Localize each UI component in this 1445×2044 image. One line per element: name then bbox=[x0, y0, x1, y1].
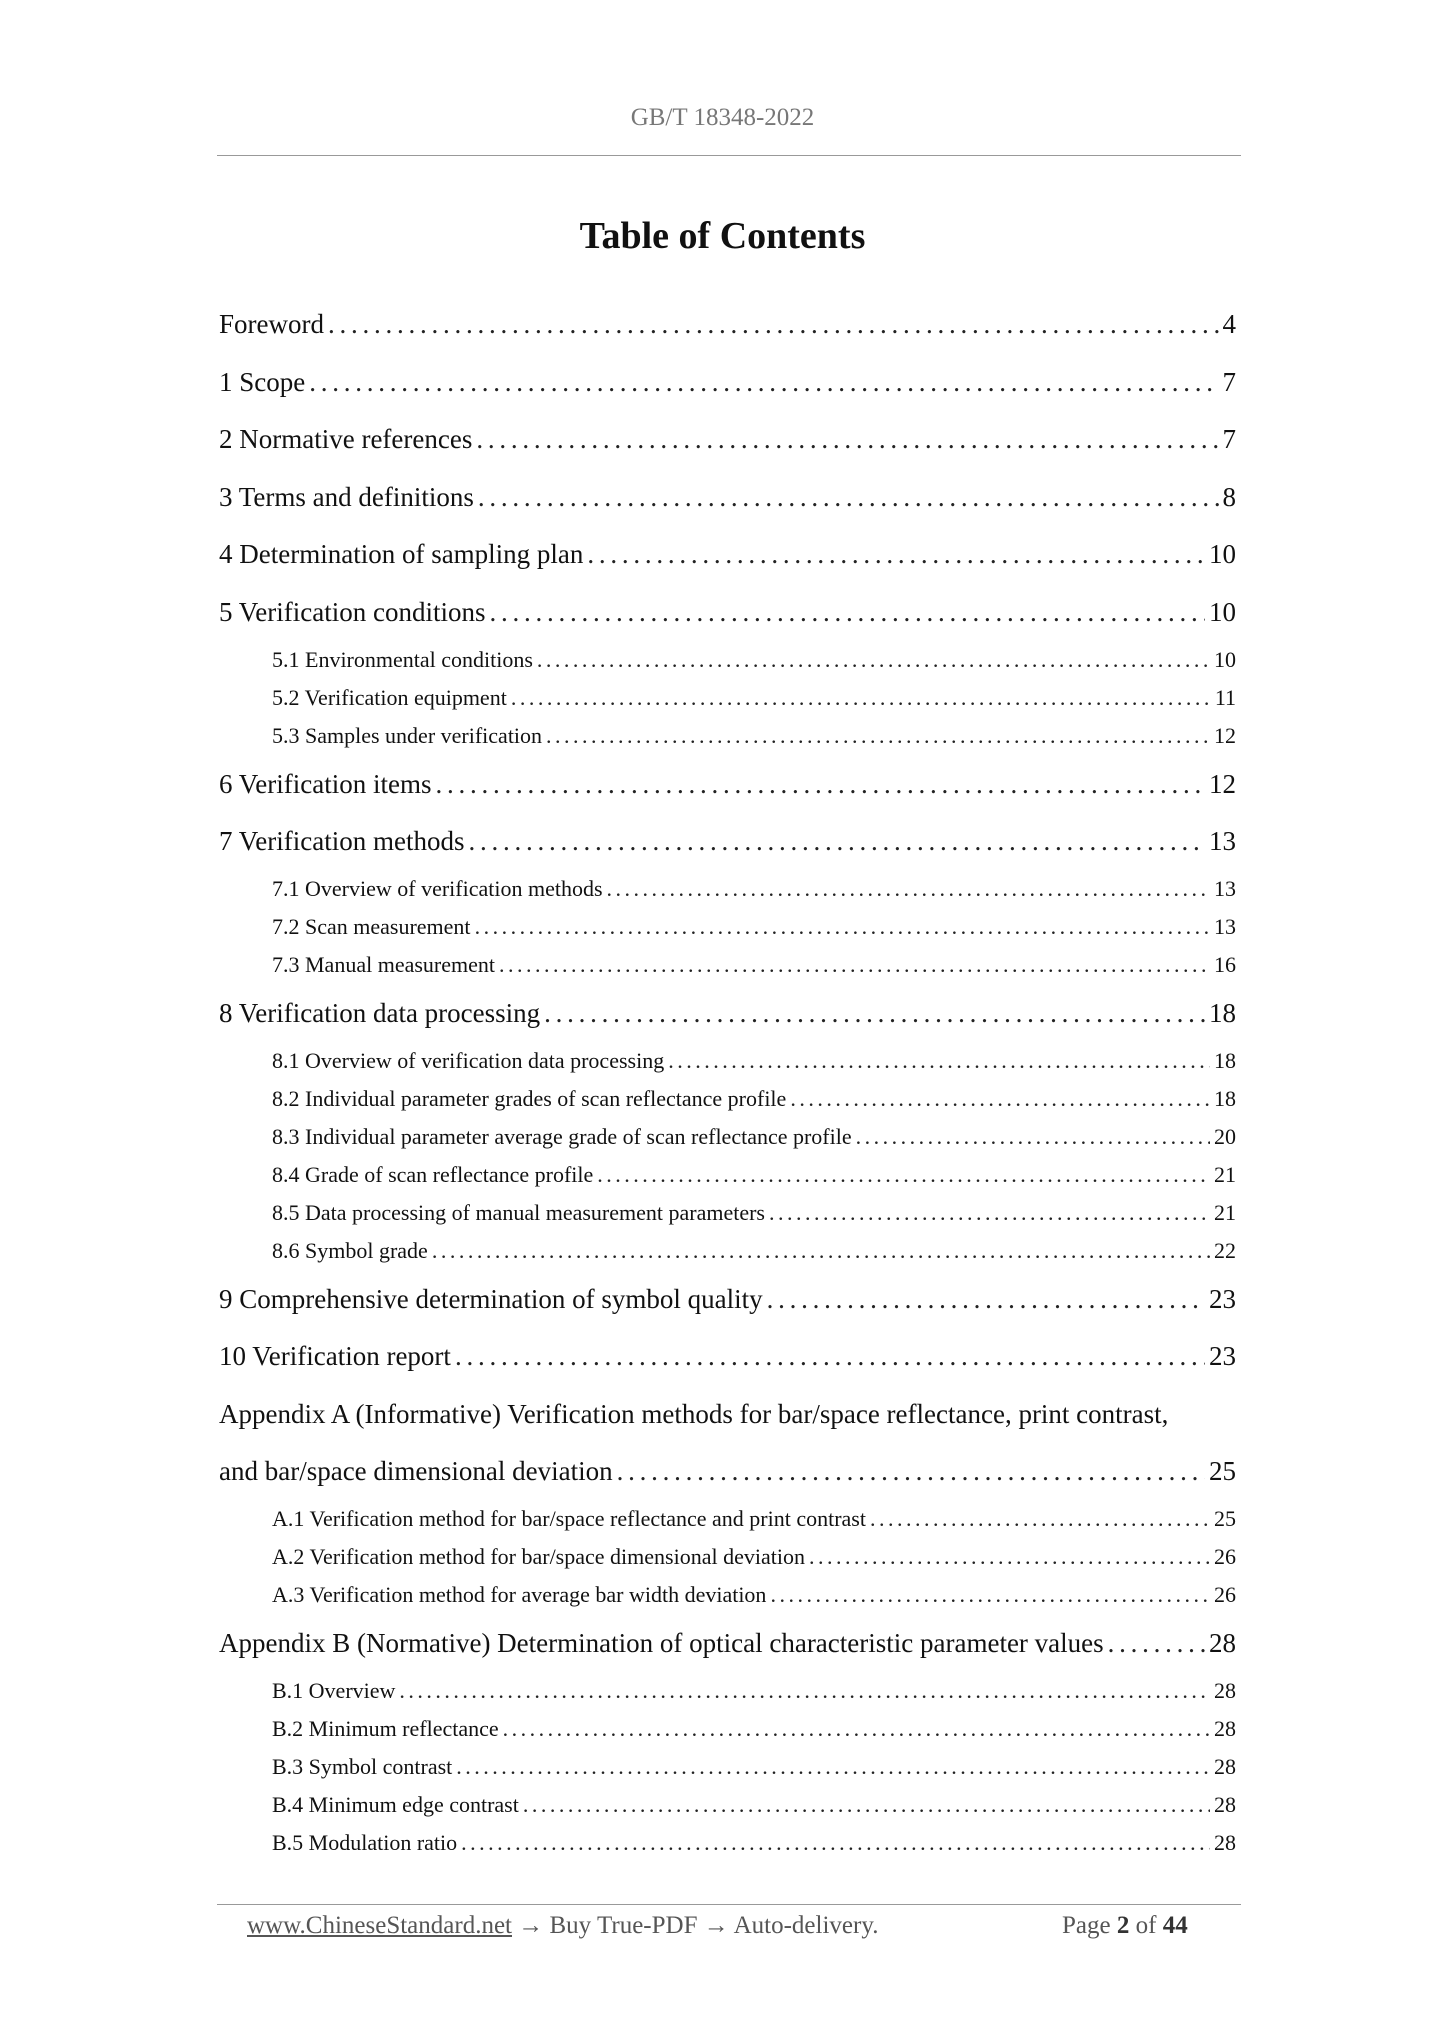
toc-leader bbox=[597, 1162, 1210, 1188]
toc-entry-7-3[interactable] bbox=[272, 952, 1236, 978]
toc-label: 7.3 Manual measurement bbox=[272, 952, 495, 977]
toc-entry-5-3[interactable] bbox=[272, 723, 1236, 749]
of-word: of bbox=[1135, 1912, 1157, 1939]
toc-entry-10[interactable] bbox=[219, 1341, 1236, 1372]
toc-label: 7.2 Scan measurement bbox=[272, 914, 471, 939]
toc-page: 16 bbox=[1214, 952, 1236, 977]
toc-entry-2[interactable] bbox=[219, 424, 1236, 455]
toc-page: 7 bbox=[1222, 424, 1236, 454]
toc-label: Foreword bbox=[219, 309, 324, 339]
toc-label: B.4 Minimum edge contrast bbox=[272, 1792, 519, 1817]
toc-entry-8-3[interactable] bbox=[272, 1124, 1236, 1150]
toc-leader bbox=[456, 1754, 1210, 1780]
toc-leader bbox=[499, 952, 1210, 978]
footer-text-delivery: Auto-delivery. bbox=[733, 1912, 879, 1939]
toc-leader bbox=[668, 1048, 1210, 1074]
toc-page: 13 bbox=[1214, 914, 1236, 939]
toc-entry-b-3[interactable] bbox=[272, 1754, 1236, 1780]
toc-label: 1 Scope bbox=[219, 367, 306, 397]
toc-leader bbox=[767, 1284, 1205, 1315]
toc-leader bbox=[790, 1086, 1210, 1112]
toc-page: 26 bbox=[1214, 1582, 1236, 1607]
toc-entry-7-2[interactable] bbox=[272, 914, 1236, 940]
toc-page: 28 bbox=[1214, 1754, 1236, 1779]
toc-label: 8.3 Individual parameter average grade of scan reflectance profile bbox=[272, 1124, 852, 1149]
toc-page: 28 bbox=[1209, 1628, 1236, 1658]
arrow-icon: → bbox=[518, 1912, 544, 1939]
page-total: 44 bbox=[1162, 1912, 1188, 1939]
toc-leader bbox=[617, 1456, 1205, 1487]
toc-entry-a-2[interactable] bbox=[272, 1544, 1236, 1570]
toc-leader bbox=[328, 309, 1219, 340]
toc-label: 7 Verification methods bbox=[219, 826, 465, 856]
toc-label: 5.2 Verification equipment bbox=[272, 685, 507, 710]
toc-label: 10 Verification report bbox=[219, 1341, 451, 1371]
toc-entry-8-6[interactable] bbox=[272, 1238, 1236, 1264]
toc-label: 8.1 Overview of verification data processing bbox=[272, 1048, 665, 1073]
page-number bbox=[1062, 1912, 1188, 1940]
toc-label: 7.1 Overview of verification methods bbox=[272, 876, 603, 901]
toc-page: 12 bbox=[1209, 769, 1236, 799]
toc-page: 23 bbox=[1209, 1284, 1236, 1314]
toc-leader bbox=[1108, 1628, 1205, 1659]
toc-label: 5 Verification conditions bbox=[219, 597, 486, 627]
page-header: GB/T 18348-2022 bbox=[630, 104, 815, 131]
toc-page: 18 bbox=[1214, 1048, 1236, 1073]
toc-leader bbox=[478, 482, 1219, 513]
toc-page: 23 bbox=[1209, 1341, 1236, 1371]
footer-text-buy: Buy True-PDF bbox=[549, 1912, 698, 1939]
toc-label: 6 Verification items bbox=[219, 769, 432, 799]
toc-leader bbox=[461, 1830, 1210, 1856]
footer-rule bbox=[217, 1904, 1241, 1905]
toc-label: 8.5 Data processing of manual measurement parameters bbox=[272, 1200, 765, 1225]
toc-label: 5.1 Environmental conditions bbox=[272, 647, 533, 672]
toc-entry-appendix-a[interactable] bbox=[219, 1456, 1236, 1487]
toc-entry-a-1[interactable] bbox=[272, 1506, 1236, 1532]
toc-label: 5.3 Samples under verification bbox=[272, 723, 543, 748]
toc-entry-b-1[interactable] bbox=[272, 1678, 1236, 1704]
toc-label: 9 Comprehensive determination of symbol quality bbox=[219, 1284, 763, 1314]
toc-entry-4[interactable] bbox=[219, 539, 1236, 570]
toc-leader bbox=[468, 826, 1205, 857]
toc-label: B.2 Minimum reflectance bbox=[272, 1716, 499, 1741]
toc-page: 25 bbox=[1209, 1456, 1236, 1486]
toc-label: 4 Determination of sampling plan bbox=[219, 539, 584, 569]
toc-leader bbox=[523, 1792, 1210, 1818]
page-word: Page bbox=[1062, 1912, 1111, 1939]
toc-entry-b-4[interactable] bbox=[272, 1792, 1236, 1818]
toc-leader bbox=[399, 1678, 1210, 1704]
toc-entry-appendix-a-line1[interactable]: Appendix A (Informative) Verification methods for bar/space reflectance, print contrast, bbox=[219, 1399, 1169, 1429]
toc-entry-5-1[interactable] bbox=[272, 647, 1236, 673]
toc-page: 21 bbox=[1214, 1162, 1236, 1187]
toc-entry-foreword[interactable] bbox=[219, 309, 1236, 340]
toc-page: 18 bbox=[1209, 998, 1236, 1028]
toc-page: 10 bbox=[1214, 647, 1236, 672]
toc-label: 8.4 Grade of scan reflectance profile bbox=[272, 1162, 594, 1187]
toc-leader bbox=[537, 647, 1210, 673]
toc-page: 4 bbox=[1222, 309, 1236, 339]
toc-entry-9[interactable] bbox=[219, 1284, 1236, 1315]
toc-label: B.5 Modulation ratio bbox=[272, 1830, 458, 1855]
toc-leader bbox=[475, 914, 1210, 940]
toc-page: 12 bbox=[1214, 723, 1236, 748]
footer-link[interactable]: www.ChineseStandard.net bbox=[247, 1912, 512, 1939]
toc-leader bbox=[503, 1716, 1210, 1742]
toc-entry-6[interactable] bbox=[219, 769, 1236, 800]
toc-entry-8-1[interactable] bbox=[272, 1048, 1236, 1074]
toc-entry-8-5[interactable] bbox=[272, 1200, 1236, 1226]
toc-entry-8-4[interactable] bbox=[272, 1162, 1236, 1188]
toc-leader bbox=[432, 1238, 1210, 1264]
toc-page: 11 bbox=[1214, 685, 1236, 710]
toc-entry-b-2[interactable] bbox=[272, 1716, 1236, 1742]
toc-leader bbox=[809, 1544, 1210, 1570]
toc-entry-1[interactable] bbox=[219, 367, 1236, 398]
toc-leader bbox=[455, 1341, 1205, 1372]
toc-page: 10 bbox=[1209, 597, 1236, 627]
toc-label: 2 Normative references bbox=[219, 424, 473, 454]
toc-entry-b-5[interactable] bbox=[272, 1830, 1236, 1856]
toc-leader bbox=[544, 998, 1205, 1029]
toc-label: 8 Verification data processing bbox=[219, 998, 541, 1028]
toc-label: 3 Terms and definitions bbox=[219, 482, 474, 512]
toc-entry-5-2[interactable] bbox=[272, 685, 1236, 711]
toc-entry-7[interactable] bbox=[219, 826, 1236, 857]
toc-page: 22 bbox=[1214, 1238, 1236, 1263]
toc-leader bbox=[856, 1124, 1210, 1150]
toc-leader bbox=[546, 723, 1210, 749]
toc-leader bbox=[770, 1582, 1210, 1608]
page-title: Table of Contents bbox=[579, 215, 866, 257]
toc-label: Appendix B (Normative) Determination of optical characteristic parameter values bbox=[219, 1628, 1104, 1658]
toc-entry-3[interactable] bbox=[219, 482, 1236, 513]
toc-leader bbox=[489, 597, 1205, 628]
toc-page: 7 bbox=[1222, 367, 1236, 397]
toc-entry-8[interactable] bbox=[219, 998, 1236, 1029]
toc-leader bbox=[435, 769, 1205, 800]
toc-page: 13 bbox=[1209, 826, 1236, 856]
toc-label: 8.2 Individual parameter grades of scan reflectance profile bbox=[272, 1086, 787, 1111]
footer bbox=[247, 1912, 878, 1940]
toc-page: 21 bbox=[1214, 1200, 1236, 1225]
toc-page: 13 bbox=[1214, 876, 1236, 901]
toc-leader bbox=[511, 685, 1211, 711]
toc-page: 28 bbox=[1214, 1716, 1236, 1741]
toc-entry-a-3[interactable] bbox=[272, 1582, 1236, 1608]
toc-page: 25 bbox=[1214, 1506, 1236, 1531]
toc-entry-5[interactable] bbox=[219, 597, 1236, 628]
toc-label: A.2 Verification method for bar/space dimensional deviation bbox=[272, 1544, 805, 1569]
toc-entry-appendix-b[interactable] bbox=[219, 1628, 1236, 1659]
toc-page: 8 bbox=[1222, 482, 1236, 512]
toc-label: and bar/space dimensional deviation bbox=[219, 1456, 613, 1486]
toc-label: 8.6 Symbol grade bbox=[272, 1238, 428, 1263]
toc-leader bbox=[476, 424, 1218, 455]
toc-leader bbox=[587, 539, 1205, 570]
toc-leader bbox=[309, 367, 1218, 398]
toc-label: A.3 Verification method for average bar width deviation bbox=[272, 1582, 767, 1607]
page-current: 2 bbox=[1116, 1912, 1130, 1939]
toc-page: 10 bbox=[1209, 539, 1236, 569]
toc-entry-8-2[interactable] bbox=[272, 1086, 1236, 1112]
toc-page: 18 bbox=[1214, 1086, 1236, 1111]
toc-label: B.3 Symbol contrast bbox=[272, 1754, 453, 1779]
header-rule bbox=[217, 155, 1241, 156]
toc-label: A.1 Verification method for bar/space reflectance and print contrast bbox=[272, 1506, 866, 1531]
toc-leader bbox=[870, 1506, 1210, 1532]
toc-label: B.1 Overview bbox=[272, 1678, 396, 1703]
toc-page: 28 bbox=[1214, 1678, 1236, 1703]
toc-page: 26 bbox=[1214, 1544, 1236, 1569]
toc-page: 20 bbox=[1214, 1124, 1236, 1149]
toc-page: 28 bbox=[1214, 1792, 1236, 1817]
toc-leader bbox=[769, 1200, 1210, 1226]
arrow-icon: → bbox=[703, 1912, 729, 1939]
toc-entry-7-1[interactable] bbox=[272, 876, 1236, 902]
toc-leader bbox=[607, 876, 1210, 902]
toc-page: 28 bbox=[1214, 1830, 1236, 1855]
